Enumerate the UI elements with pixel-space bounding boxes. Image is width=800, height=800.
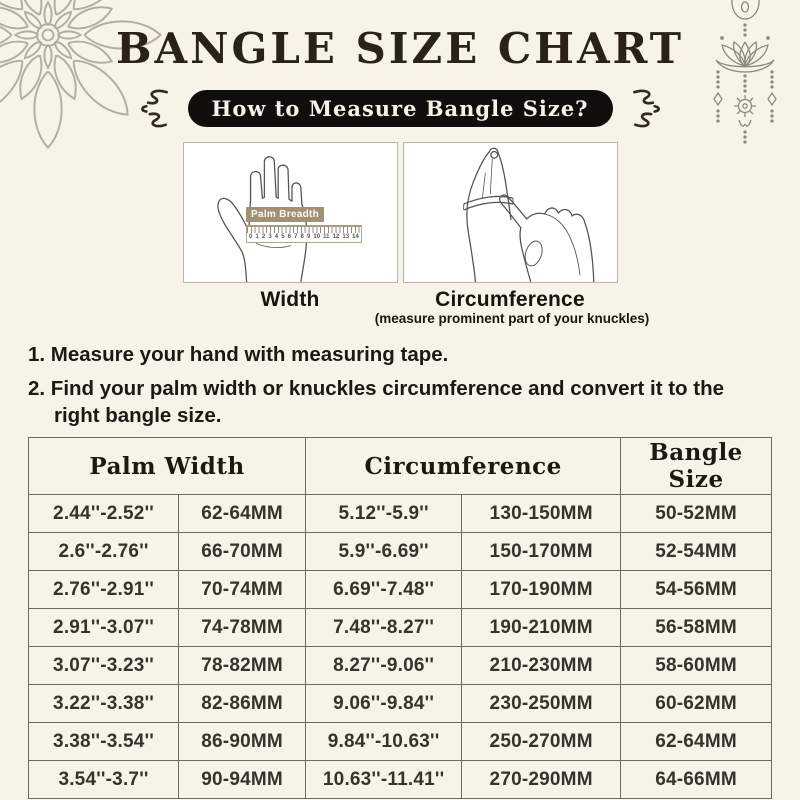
circumference-subcaption: (measure prominent part of your knuckles) (374, 311, 650, 326)
table-cell: 56-58MM (621, 609, 772, 647)
table-cell: 66-70MM (179, 533, 306, 571)
ruler-number: 7 (294, 234, 298, 240)
circumference-measure-figure (403, 142, 618, 283)
table-cell: 50-52MM (621, 495, 772, 533)
table-cell: 9.84''-10.63'' (306, 723, 462, 761)
table-cell: 90-94MM (179, 761, 306, 799)
table-cell: 60-62MM (621, 685, 772, 723)
table-cell: 130-150MM (462, 495, 621, 533)
table-row (29, 647, 772, 685)
table-cell: 2.91''-3.07'' (29, 609, 179, 647)
table-cell: 7.48''-8.27'' (306, 609, 462, 647)
table-header-cell: Circumference (306, 438, 621, 495)
knuckle-measuring-hands-illustration-icon (404, 143, 617, 282)
table-cell: 3.22''-3.38'' (29, 685, 179, 723)
table-cell: 58-60MM (621, 647, 772, 685)
table-cell: 250-270MM (462, 723, 621, 761)
instructions (28, 341, 734, 436)
page-title: BANGLE SIZE CHART (116, 24, 684, 73)
table-cell: 270-290MM (462, 761, 621, 799)
table-cell: 190-210MM (462, 609, 621, 647)
ruler-numbers (247, 233, 361, 241)
width-measure-figure (183, 142, 398, 283)
table-cell: 3.54''-3.7'' (29, 761, 179, 799)
table-row (29, 495, 772, 533)
badge-row (0, 86, 800, 130)
table-header-cell: Palm Width (29, 438, 306, 495)
table-cell: 54-56MM (621, 571, 772, 609)
ruler-graphic (246, 225, 362, 243)
palm-breadth-label: Palm Breadth (246, 207, 324, 222)
table-cell: 170-190MM (462, 571, 621, 609)
table-cell: 64-66MM (621, 761, 772, 799)
instruction-step-1: 1. Measure your hand with measuring tape. (28, 343, 449, 366)
table-cell: 3.07''-3.23'' (29, 647, 179, 685)
table-cell: 70-74MM (179, 571, 306, 609)
table-cell: 2.6''-2.76'' (29, 533, 179, 571)
ruler-number: 1 (255, 234, 259, 240)
table-cell: 210-230MM (462, 647, 621, 685)
table-cell: 52-54MM (621, 533, 772, 571)
table-cell: 86-90MM (179, 723, 306, 761)
table-header-row (29, 438, 772, 495)
table-cell: 9.06''-9.84'' (306, 685, 462, 723)
ruler-number: 0 (249, 234, 253, 240)
table-cell: 230-250MM (462, 685, 621, 723)
table-cell: 10.63''-11.41'' (306, 761, 462, 799)
table-row (29, 761, 772, 799)
table-cell: 6.69''-7.48'' (306, 571, 462, 609)
table-cell: 2.76''-2.91'' (29, 571, 179, 609)
table-cell: 5.9''-6.69'' (306, 533, 462, 571)
instruction-step-2: 2. Find your palm width or knuckles circumference and convert it to the right bangle size. (28, 377, 725, 427)
bangle-size-table (28, 437, 772, 799)
table-header-cell: Bangle Size (621, 438, 772, 495)
ruler-number: 4 (274, 234, 279, 240)
table-row (29, 609, 772, 647)
table-row (29, 571, 772, 609)
table-cell: 74-78MM (179, 609, 306, 647)
table-cell: 3.38''-3.54'' (29, 723, 179, 761)
ruler-number: 13 (342, 234, 350, 240)
circumference-caption: Circumference (435, 288, 585, 311)
table-row (29, 685, 772, 723)
width-caption: Width (260, 288, 320, 311)
squiggle-bracket-icon (627, 86, 663, 130)
ruler-number: 5 (281, 234, 285, 240)
table-cell: 62-64MM (621, 723, 772, 761)
ruler-number: 2 (261, 234, 266, 240)
ruler-number: 9 (306, 234, 311, 240)
squiggle-bracket-icon (138, 86, 174, 130)
ruler-number: 12 (332, 234, 340, 240)
table-cell: 150-170MM (462, 533, 621, 571)
ruler-number: 14 (352, 234, 359, 240)
table-row (29, 533, 772, 571)
table-row (29, 723, 772, 761)
table-cell: 8.27''-9.06'' (306, 647, 462, 685)
table-cell: 82-86MM (179, 685, 306, 723)
ruler-number: 11 (323, 234, 330, 240)
table-cell: 62-64MM (179, 495, 306, 533)
ruler-number: 6 (287, 234, 291, 240)
table-cell: 5.12''-5.9'' (306, 495, 462, 533)
ruler-number: 8 (300, 234, 304, 240)
ruler-number: 10 (313, 234, 321, 240)
table-cell: 2.44''-2.52'' (29, 495, 179, 533)
table-cell: 78-82MM (179, 647, 306, 685)
how-to-measure-badge: How to Measure Bangle Size? (188, 90, 613, 127)
ruler-number: 3 (268, 234, 272, 240)
